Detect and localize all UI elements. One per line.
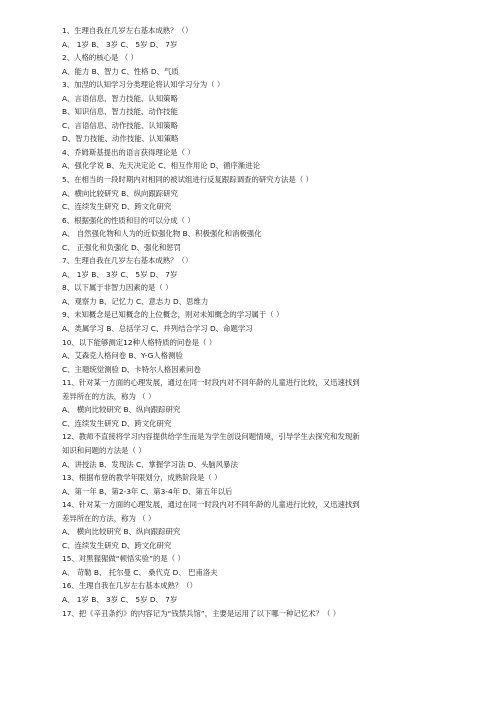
question-7: 7、生理自我在几岁左右基本成熟？（） (62, 256, 193, 266)
question-16-options: A、 1岁 B、 3岁 C、 5岁 D、 7岁 (62, 594, 178, 604)
question-11-options-cd: C、连续发生研究 D、跨文化研究 (62, 418, 172, 428)
question-15-options: A、 苛勒 B、 托尔曼 C、 桑代克 D、 巴甫洛夫 (62, 567, 218, 577)
question-11: 11、针对某一方面的心理发展，通过在同一时段内对不同年龄的儿童进行比较，又迅速找到 (62, 378, 360, 388)
question-9-options: A、类属学习 B、总括学习 C、并列结合学习 D、命题学习 (62, 324, 253, 334)
question-4: 4、乔姆斯基提出的语言获得理论是（ ） (62, 147, 195, 157)
question-5-options-ab: A、横向比较研究 B、纵向跟踪研究 (62, 188, 178, 198)
question-11-options-ab: A、 横向比较研究 B、纵向跟踪研究 (62, 405, 181, 415)
question-14-continued: 差异所在的方法，称为 （ ） (62, 513, 156, 523)
question-3-option-b: B、知识信息、智力技能、动作技能 (62, 107, 178, 117)
question-14-options-cd: C、连续发生研究 D、跨文化研究 (62, 540, 172, 550)
question-10-options-cd: C、主题统觉测验 D、卡特尔人格因素问卷 (62, 364, 201, 374)
question-5-options-cd: C、连续发生研究 D、跨文化研究 (62, 202, 172, 212)
question-3: 3、加涅的认知学习分类理论将认知学习分为（ ） (62, 80, 225, 90)
question-10-options-ab: A、艾森克人格问卷 B、Y-G人格测验 (62, 351, 183, 361)
question-11-continued: 差异所在的方法，称为 （ ） (62, 391, 156, 401)
question-6: 6、根据强化的性质和目的可以分成（ ） (62, 215, 195, 225)
question-15: 15、对黑猩猩做“顿悟实验”的是（ ） (62, 554, 185, 564)
question-2: 2、人格的核心是 （ ） (62, 53, 138, 63)
question-3-option-c: C、言语信息、动作技能、认知策略 (62, 120, 179, 130)
question-1: 1、生理自我在几岁左右基本成熟？（） (62, 26, 193, 35)
question-12-continued: 知识和问题的方法是（ ） (62, 445, 146, 455)
question-13: 13、根据布登的教学年限划分，成熟阶段是（ ） (62, 473, 222, 483)
question-14: 14、针对某一方面的心理发展，通过在同一时段内对不同年龄的儿童进行比较，又迅速找到 (62, 500, 360, 510)
question-10: 10、以下能够测定12种人格特质的问卷是（ ） (62, 337, 217, 347)
question-7-options: A、 1岁 B、 3岁 C、 5岁 D、 7岁 (62, 269, 178, 279)
question-16: 16、生理自我在几岁左右基本成熟？（） (62, 581, 198, 591)
question-12-options: A、讲授法 B、发现法 C、掌握学习法 D、头脑风暴法 (62, 459, 238, 469)
question-3-option-d: D、智力技能、动作技能、认知策略 (62, 134, 179, 144)
question-4-options: A、强化学说 B、先天决定论 C、相互作用论 D、循序渐进论 (62, 161, 261, 171)
question-17: 17、把《辛丑条约》的内容记为“钱禁兵馆”，主要是运用了以下哪一种记忆术？（ ） (62, 608, 341, 618)
question-1-options: A、 1岁 B、 3岁 C、 5岁 D、 7岁 (62, 39, 178, 49)
question-9: 9、未知概念是已知概念的上位概念，则对未知概念的学习属于（ ） (62, 310, 284, 320)
question-2-options: A、能力 B、智力 C、性格 D、气质 (62, 66, 179, 76)
question-8-options: A、观察力 B、记忆力 C、意志力 D、思维力 (62, 296, 209, 306)
question-6-options-ab: A、 自然强化物和人为的近似强化物 B、积极强化和消极强化 (62, 229, 262, 239)
question-12: 12、教师不直接将学习内容提供给学生而是为学生创设问题情境，引导学生去探究和发现新 (62, 432, 360, 442)
question-5: 5、在相当的一段时期内对相同的被试组进行反复跟踪调查的研究方法是（ ） (62, 175, 313, 185)
question-6-options-cd: C、 正强化和负强化 D、强化和惩罚 (62, 242, 182, 252)
question-8: 8、以下属于非智力因素的是（ ） (62, 283, 173, 293)
question-13-options: A、第一年 B、第2-3年 C、第3-4年 D、第五年以后 (62, 486, 233, 496)
question-3-option-a: A、言语信息、智力技能、认知策略 (62, 93, 178, 103)
question-14-options-ab: A、 横向比较研究 B、纵向跟踪研究 (62, 527, 181, 537)
